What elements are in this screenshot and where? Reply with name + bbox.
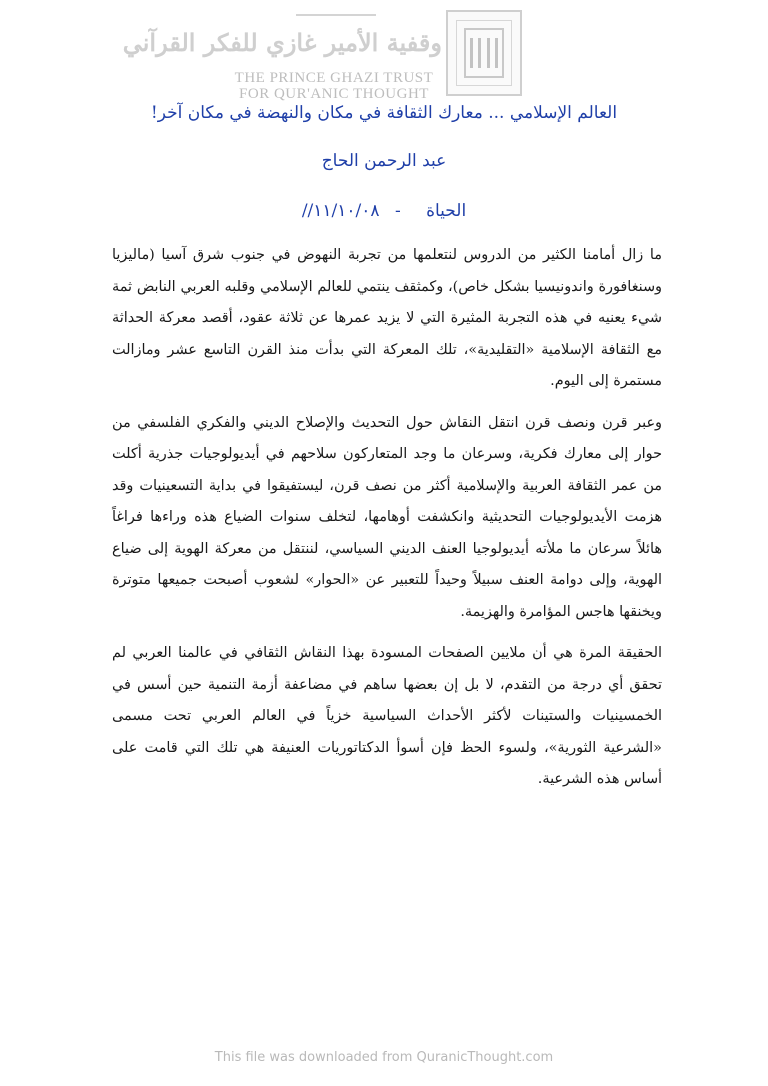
article-author: عبد الرحمن الحاج: [321, 151, 447, 171]
trust-emblem-icon: [446, 10, 522, 96]
logo-english-line1: THE PRINCE GHAZI TRUST: [234, 70, 434, 86]
logo-english-line2: FOR QUR'ANIC THOUGHT: [239, 86, 429, 102]
logo-ornament: [296, 14, 376, 16]
logo-arabic-text: وقفية الأمير غازي للفكر القرآني: [122, 28, 442, 57]
trust-logo: [122, 6, 546, 106]
article-source-line: [60, 201, 708, 221]
article-paragraph-1: ما زال أمامنا الكثير من الدروس لنتعلمها من تجربة النهوض في جنوب شرق آسيا (ماليزيا وسنغافورة واندونيسيا بشكل خاص)، وكمثقف ينتمي للعالم الإسلامي وقلبه العربي النابض ثمة شيء يعنيه في هذه التجربة المثيرة التي لا يزيد عمرها عن ثلاثة عقود، أقصد معركة الحداثة مع الثقافة الإسلامية «التقليدية»، تلك المعركة التي بدأت منذ القرن التاسع عشر ومازالت مستمرة إلى اليوم.: [112, 247, 662, 389]
article-paragraph-3: الحقيقة المرة هي أن ملايين الصفحات المسودة بهذا النقاش الثقافي في عالمنا العربي لم تحقق أي درجة من التقدم، لا بل إن بعضها ساهم في مضاعفة أزمة التنمية حين أسس في الخمسينيات والستينات لأكثر الأحداث السياسية خزياً في العالم العربي تحت مسمى «الشرعية الثورية»، ولسوء الحظ فإن أسوأ الدكتاتوريات العنيفة هي تلك التي قامت على أساس هذه الشرعية.: [112, 645, 662, 787]
source-dash: -: [394, 201, 401, 221]
source-name: الحياة: [426, 201, 467, 221]
article-title: العالم الإسلامي ... معارك الثقافة في مكان والنهضة في مكان آخر!: [150, 103, 618, 123]
article-paragraph-2: وعبر قرن ونصف قرن انتقل النقاش حول التحديث والإصلاح الديني والفكري الفلسفي من حوار إلى معارك فكرية، وسرعان ما وجد المتعاركون سلاحهم في أيديولوجيات جذرية أكلت من عمر الثقافة العربية والإسلامية أكثر من نصف قرن، ليستفيقوا في بداية التسعينيات وقد هزمت الأيديولوجيات التحديثية وانكشفت أوهامها، لتخلف سنوات الضياع هذه وراءها فراغاً هائلاً سرعان ما ملأته أيديولوجيا العنف الديني السياسي، لننتقل من معركة الهوية إلى ضياع الهوية، وإلى دوامة العنف سبيلاً وحيداً للتعبير عن «الحوار» لشعوب أصبحت جميعها متوترة ويخنقها هاجس المؤامرة والهزيمة.: [112, 414, 662, 620]
download-footer: This file was downloaded from QuranicThought.com: [214, 1050, 554, 1065]
article-body: [112, 240, 662, 806]
article-date: ١١/١٠/٠٨//: [301, 201, 380, 221]
